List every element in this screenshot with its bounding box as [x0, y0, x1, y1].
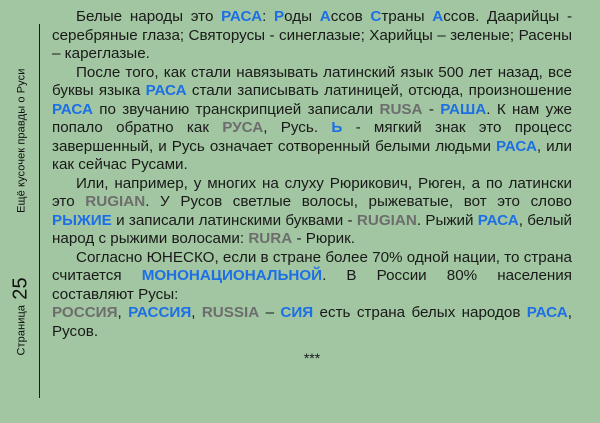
highlight-gray: RURA	[248, 230, 293, 247]
sidebar-divider	[39, 24, 40, 398]
highlight-blue: А	[319, 8, 331, 25]
highlight-gray: РОССИЯ	[52, 304, 118, 321]
highlight-blue: А	[432, 8, 444, 25]
text-run: . К нам уже попало обратно как	[52, 100, 572, 136]
text-run: по звучанию транскрипцией записали	[92, 100, 380, 118]
highlight-blue: РАССИЯ	[128, 304, 192, 321]
paragraph-2	[52, 64, 572, 175]
highlight-blue: С	[370, 8, 382, 25]
text-run: , Русь.	[263, 119, 332, 136]
text-run: ссов	[330, 8, 371, 25]
text-run: . У Русов светлые волосы, рыжеватые, вот это слово	[145, 193, 572, 210]
text-run: есть страна белых народов	[313, 304, 527, 321]
highlight-blue: Ь	[331, 119, 343, 136]
text-run: ссов. Даарийцы - серебряные глаза; Святорусы - синеглазые; Харийцы – зеленые; Расены – кареглазые.	[52, 8, 573, 62]
page-text	[52, 8, 572, 368]
text-run: , Русов.	[52, 304, 572, 340]
section-separator: ***	[303, 350, 321, 366]
text-run: Согласно ЮНЕСКО, если в стране более 70% одной нации, то страна считается	[52, 248, 572, 284]
highlight-blue: СИЯ	[280, 304, 314, 321]
sidebar-caption	[10, 69, 33, 356]
highlight-blue: РЫЖИЕ	[52, 211, 112, 229]
page-label: Страница	[15, 304, 28, 356]
page-number: 25	[9, 277, 32, 300]
text-run: ,	[117, 304, 129, 321]
text-run: траны	[381, 8, 433, 25]
highlight-blue: РАСА	[221, 8, 263, 25]
text-run: -	[422, 100, 441, 118]
highlight-gray: RUSSIA	[201, 304, 260, 321]
paragraph-4	[52, 249, 572, 305]
text-run: , или как сейчас Русами.	[52, 137, 572, 173]
highlight-blue: РАСА	[145, 82, 187, 99]
page-sidebar	[0, 0, 40, 423]
text-run: - Рюрик.	[292, 230, 356, 247]
paragraph-3	[52, 175, 572, 249]
text-run: оды	[284, 8, 320, 25]
highlight-gray: RUGIAN	[356, 211, 417, 229]
text-run: Или, например, у многих на слуху Рюрикович, Рюген, а по латински это	[52, 174, 572, 210]
text-run: ,	[191, 304, 202, 321]
highlight-blue: РАСА	[526, 304, 568, 321]
text-run: - мягкий знак это процесс завершенный, и Русь означает сотворенный белыми людьми	[52, 119, 573, 155]
highlight-blue: РАСА	[52, 100, 93, 118]
text-run: стали записывать латиницей, отсюда, произношение	[186, 82, 572, 99]
text-run: :	[262, 8, 275, 25]
highlight-blue: Р	[274, 8, 285, 25]
text-run: и записали латинскими буквами -	[111, 211, 357, 229]
paragraph-5	[52, 304, 572, 341]
text-run: . Рыжий	[416, 211, 478, 229]
text-run: Белые народы это	[76, 8, 222, 25]
text-run: , белый народ с рыжими волосами:	[52, 211, 572, 247]
book-title: Ещё кусочек правды о Руси	[15, 68, 28, 213]
highlight-blue: МОНОНАЦИОНАЛЬНОЙ	[141, 267, 323, 284]
highlight-blue: РАСА	[477, 211, 519, 229]
paragraph-1	[52, 8, 572, 64]
text-run: . В России 80% населения составляют Русы:	[52, 267, 572, 303]
highlight-blue: РАСА	[495, 137, 537, 155]
highlight-gray: RUGIAN	[85, 193, 146, 210]
highlight-gray: RUSA	[379, 100, 423, 118]
highlight-gray: РУСА	[222, 119, 264, 136]
text-run: –	[259, 304, 281, 321]
highlight-blue: РАША	[440, 100, 487, 118]
text-run: После того, как стали навязывать латинский язык 500 лет назад, все буквы языка	[52, 63, 572, 99]
